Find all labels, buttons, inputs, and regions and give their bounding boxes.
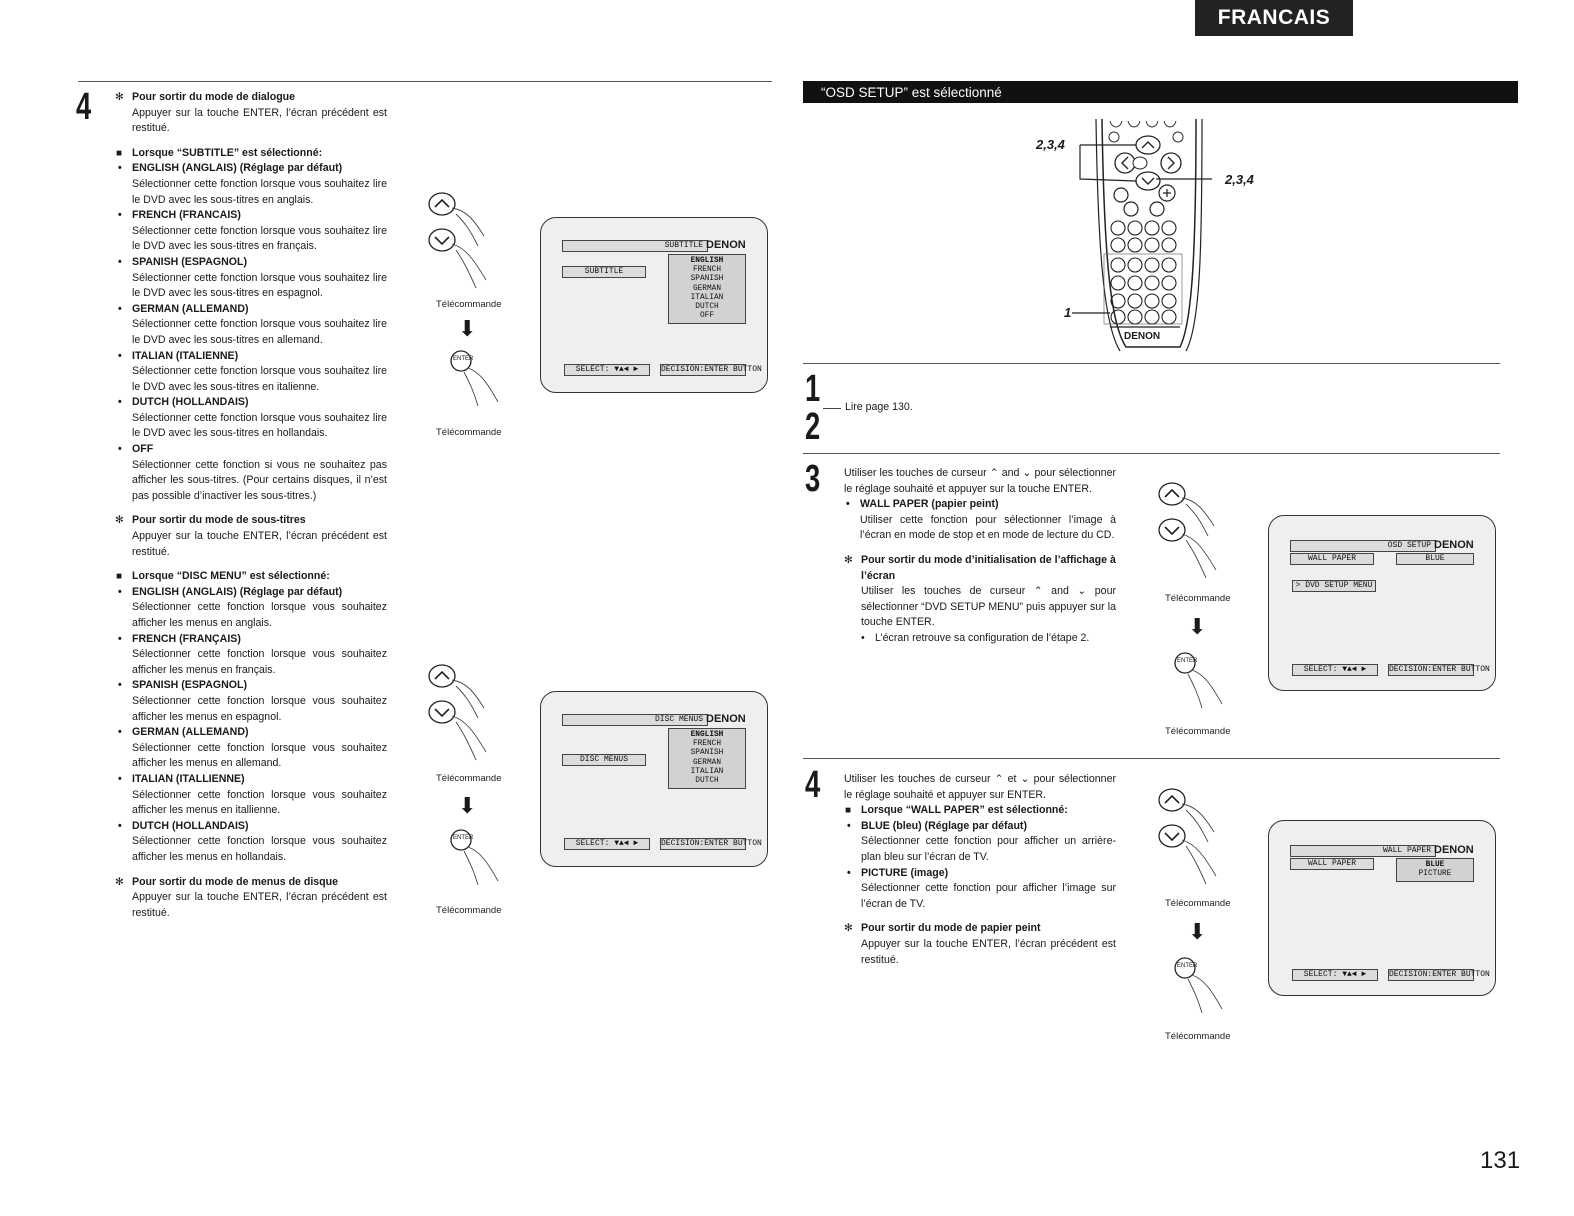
remote-label: Télécommande	[436, 773, 502, 784]
remote-label: Télécommande	[436, 299, 502, 310]
remote-control-illustration	[1040, 103, 1280, 353]
screen-option: ENGLISH	[690, 257, 724, 265]
subtitle-item-text: Sélectionner cette fonction lorsque vous souhaitez lire le DVD avec les sous-titres en italienne.	[132, 365, 387, 393]
remote-callout-upper-right: 2,3,4	[1225, 172, 1254, 187]
step-rule	[803, 363, 1500, 364]
screen-dvd-setup-menu: > DVD SETUP MENU	[1292, 580, 1376, 592]
disc-menu-item-title: • DUTCH (HOLLANDAIS)	[132, 819, 387, 835]
subtitle-item-title: • FRENCH (FRANCAIS)	[132, 208, 387, 224]
down-arrow-icon: ⬇	[1188, 919, 1207, 944]
subtitle-item-title: • OFF	[132, 442, 387, 458]
screen-setting-field: WALL PAPER	[1290, 553, 1374, 565]
step4-text-column	[844, 772, 1116, 968]
cursor-buttons-hand-illustration	[1156, 480, 1236, 590]
step3-instruction: Utiliser les touches de curseur ⌃ and ⌄ pour sélectionner le réglage souhaité et appuyer sur la touche ENTER.	[844, 467, 1116, 495]
step4-exit-title: ✻ Pour sortir du mode de papier peint	[861, 921, 1116, 937]
screen-option: ENGLISH	[690, 731, 724, 739]
cursor-buttons-hand-illustration	[1156, 786, 1236, 896]
down-arrow-icon: ⬇	[458, 793, 477, 818]
disc-menu-item-text: Sélectionner cette fonction lorsque vous souhaitez afficher les menus en espagnol.	[132, 694, 387, 723]
screen-top-field: OSD SETUP	[1290, 540, 1436, 552]
step4-exit-text: Appuyer sur la touche ENTER, l’écran précédent est restitué.	[861, 937, 1116, 966]
enter-key-label: ENTER	[1177, 658, 1198, 664]
screen-denon-logo: DENON	[1434, 539, 1474, 551]
disc-menu-item-title: • FRENCH (FRANÇAIS)	[132, 632, 387, 648]
wall-paper-item-text: Sélectionner cette fonction pour afficher un arrière-plan bleu sur l’écran de TV.	[861, 835, 1116, 863]
screen-options-list	[1396, 858, 1474, 882]
screen-denon-logo: DENON	[1434, 844, 1474, 856]
screen-option: BLUE	[1425, 861, 1445, 869]
step4-instruction: Utiliser les touches de curseur ⌃ et ⌄ pour sélectionner le réglage souhaité et appuyer sur ENTER.	[844, 773, 1116, 801]
screen-select-bar: SELECT: ▼▲◄ ►	[1292, 969, 1378, 981]
cursor-buttons-hand-illustration	[426, 662, 506, 772]
remote-brand: DENON	[1124, 331, 1161, 342]
wall-paper-item-title: • BLUE (bleu) (Réglage par défaut)	[861, 819, 1116, 835]
remote-label: Télécommande	[1165, 1031, 1231, 1042]
tv-screen-subtitle	[540, 217, 768, 393]
screen-option: SPANISH	[690, 275, 724, 284]
left-top-rule	[78, 81, 772, 82]
enter-key-label: ENTER	[453, 356, 474, 362]
subtitle-item-title: • ITALIAN (ITALIENNE)	[132, 349, 387, 365]
subtitle-item-title: • SPANISH (ESPAGNOL)	[132, 255, 387, 271]
screen-select-bar: SELECT: ▼▲◄ ►	[564, 838, 650, 850]
step3-item-title: • WALL PAPER (papier peint)	[860, 497, 1116, 513]
step3-exit-text: Utiliser les touches de curseur ⌃ and ⌄ pour sélectionner “DVD SETUP MENU” puis appuyer sur la touche ENTER.	[861, 585, 1116, 629]
disc-menu-item-title: • ITALIAN (ITALLIENNE)	[132, 772, 387, 788]
wall-paper-heading: ■ Lorsque “WALL PAPER” est sélectionné:	[861, 803, 1116, 819]
subtitle-heading: ■ Lorsque “SUBTITLE” est sélectionné:	[132, 146, 387, 162]
disc-menu-item-title: • GERMAN (ALLEMAND)	[132, 725, 387, 741]
subtitle-item-text: Sélectionner cette fonction lorsque vous souhaitez lire le DVD avec les sous-titres en hollandais.	[132, 411, 387, 440]
wall-paper-item-text: Sélectionner cette fonction pour afficher l’image sur l’écran de TV.	[861, 882, 1116, 910]
subtitle-item-text: Sélectionner cette fonction lorsque vous souhaitez lire le DVD avec les sous-titres en anglais.	[132, 177, 387, 206]
screen-select-bar: SELECT: ▼▲◄ ►	[564, 364, 650, 376]
subtitle-item-text: Sélectionner cette fonction si vous ne souhaitez pas afficher les sous-titres. (Pour certains disques, il n’est pas possible d’inactiver les sous-titres.)	[132, 458, 387, 502]
screen-decision-bar: DECISION:ENTER BUTTON	[661, 839, 762, 848]
disc-menu-item-title: • ENGLISH (ANGLAIS) (Réglage par défaut)	[132, 585, 387, 601]
wall-paper-item-title: • PICTURE (image)	[861, 866, 1116, 882]
step-rule	[803, 453, 1500, 454]
steps-1-2-text: Lire page 130.	[845, 401, 913, 413]
screen-option: PICTURE	[1418, 870, 1452, 879]
step3-text-column	[844, 466, 1116, 647]
exit-disc-menu-text: Appuyer sur la touche ENTER, l’écran précédent est restitué.	[132, 891, 387, 919]
disc-menu-item-text: Sélectionner cette fonction lorsque vous souhaitez afficher les menus en itallienne.	[132, 788, 387, 817]
screen-options-list	[668, 728, 746, 789]
remote-label: Télécommande	[436, 427, 502, 438]
down-arrow-icon: ⬇	[1188, 614, 1207, 639]
disc-menu-item-text: Sélectionner cette fonction lorsque vous souhaitez afficher les menus en anglais.	[132, 601, 387, 629]
enter-key-label: ENTER	[1177, 963, 1198, 969]
screen-setting-field: DISC MENUS	[562, 754, 646, 766]
step-number-1: 1	[805, 368, 821, 410]
screen-option: FRENCH	[692, 740, 722, 749]
step3-exit-note: • L’écran retrouve sa configuration de l’étape 2.	[875, 631, 1116, 647]
screen-top-field: WALL PAPER	[1290, 845, 1436, 857]
subtitle-item-title: • GERMAN (ALLEMAND)	[132, 302, 387, 318]
exit-subtitle-text: Appuyer sur la touche ENTER, l’écran précédent est restitué.	[132, 530, 387, 558]
screen-option: OFF	[699, 312, 715, 321]
remote-label: Télécommande	[1165, 898, 1231, 909]
tv-screen-disc-menu	[540, 691, 768, 867]
subtitle-item-title: • ENGLISH (ANGLAIS) (Réglage par défaut)	[132, 161, 387, 177]
subtitle-item-text: Sélectionner cette fonction lorsque vous souhaitez lire le DVD avec les sous-titres en allemand.	[132, 318, 387, 346]
remote-label: Télécommande	[1165, 726, 1231, 737]
screen-decision-bar: DECISION:ENTER BUTTON	[1389, 665, 1490, 674]
screen-options-list	[668, 254, 746, 324]
subtitle-list	[132, 161, 387, 504]
disc-menu-item-text: Sélectionner cette fonction lorsque vous souhaitez afficher les menus en hollandais.	[132, 835, 387, 863]
tv-screen-wall-paper	[1268, 820, 1496, 996]
step3-item-text: Utiliser cette fonction pour sélectionner l’image à l’écran en mode de stop et en mode de lecture du CD.	[860, 513, 1116, 542]
screen-option: ITALIAN	[690, 767, 724, 776]
remote-label: Télécommande	[436, 905, 502, 916]
exit-dialogue-title: ✻ Pour sortir du mode de dialogue	[132, 90, 387, 106]
step-rule	[803, 758, 1500, 759]
screen-decision-bar: DECISION:ENTER BUTTON	[1389, 970, 1490, 979]
subtitle-item-text: Sélectionner cette fonction lorsque vous souhaitez lire le DVD avec les sous-titres en français.	[132, 224, 387, 253]
screen-option: GERMAN	[692, 284, 722, 293]
exit-disc-menu-title: ✻ Pour sortir du mode de menus de disque	[132, 875, 387, 891]
left-text-column	[114, 90, 387, 921]
screen-denon-logo: DENON	[706, 239, 746, 251]
screen-select-bar: SELECT: ▼▲◄ ►	[1292, 664, 1378, 676]
step-bracket-line	[823, 408, 841, 409]
exit-subtitle-title: ✻ Pour sortir du mode de sous-titres	[132, 513, 387, 529]
subtitle-item-text: Sélectionner cette fonction lorsque vous souhaitez lire le DVD avec les sous-titres en espagnol.	[132, 271, 387, 300]
section-title-bar: “OSD SETUP” est sélectionné	[803, 81, 1518, 103]
tv-screen-osd-setup	[1268, 515, 1496, 691]
step-number-2: 2	[805, 406, 821, 448]
step3-exit-title: ✻ Pour sortir du mode d’initialisation de l’affichage à l’écran	[861, 553, 1116, 584]
disc-menu-list	[132, 585, 387, 866]
screen-decision-bar: DECISION:ENTER BUTTON	[661, 365, 762, 374]
page-number: 131	[1480, 1147, 1521, 1174]
screen-option: FRENCH	[692, 266, 722, 275]
disc-menu-item-text: Sélectionner cette fonction lorsque vous souhaitez afficher les menus en français.	[132, 648, 387, 676]
screen-option: ITALIAN	[690, 293, 724, 302]
screen-top-field: DISC MENUS	[562, 714, 708, 726]
screen-setting-field: WALL PAPER	[1290, 858, 1374, 870]
screen-option: GERMAN	[692, 758, 722, 767]
down-arrow-icon: ⬇	[458, 316, 477, 341]
subtitle-item-title: • DUTCH (HOLLANDAIS)	[132, 395, 387, 411]
exit-dialogue-text: Appuyer sur la touche ENTER, l’écran précédent est restitué.	[132, 106, 387, 135]
disc-menu-item-text: Sélectionner cette fonction lorsque vous souhaitez afficher les menus en allemand.	[132, 741, 387, 770]
language-tab: FRANCAIS	[1195, 0, 1353, 36]
step-number-3: 3	[805, 458, 821, 500]
disc-menu-item-title: • SPANISH (ESPAGNOL)	[132, 678, 387, 694]
disc-menu-heading: ■ Lorsque “DISC MENU” est sélectionné:	[132, 569, 387, 585]
screen-option: SPANISH	[690, 749, 724, 758]
left-step-number: 4	[76, 86, 92, 128]
remote-label: Télécommande	[1165, 593, 1231, 604]
screen-top-field: SUBTITLE	[562, 240, 708, 252]
step-number-4: 4	[805, 764, 821, 806]
screen-option: DUTCH	[695, 777, 719, 786]
remote-callout-upper-left: 2,3,4	[1036, 137, 1065, 152]
cursor-buttons-hand-illustration	[426, 190, 506, 300]
screen-denon-logo: DENON	[706, 713, 746, 725]
screen-setting-value: BLUE	[1396, 553, 1474, 565]
enter-key-label: ENTER	[453, 835, 474, 841]
screen-option: DUTCH	[695, 303, 719, 312]
remote-callout-lower: 1	[1064, 305, 1072, 320]
screen-setting-field: SUBTITLE	[562, 266, 646, 278]
